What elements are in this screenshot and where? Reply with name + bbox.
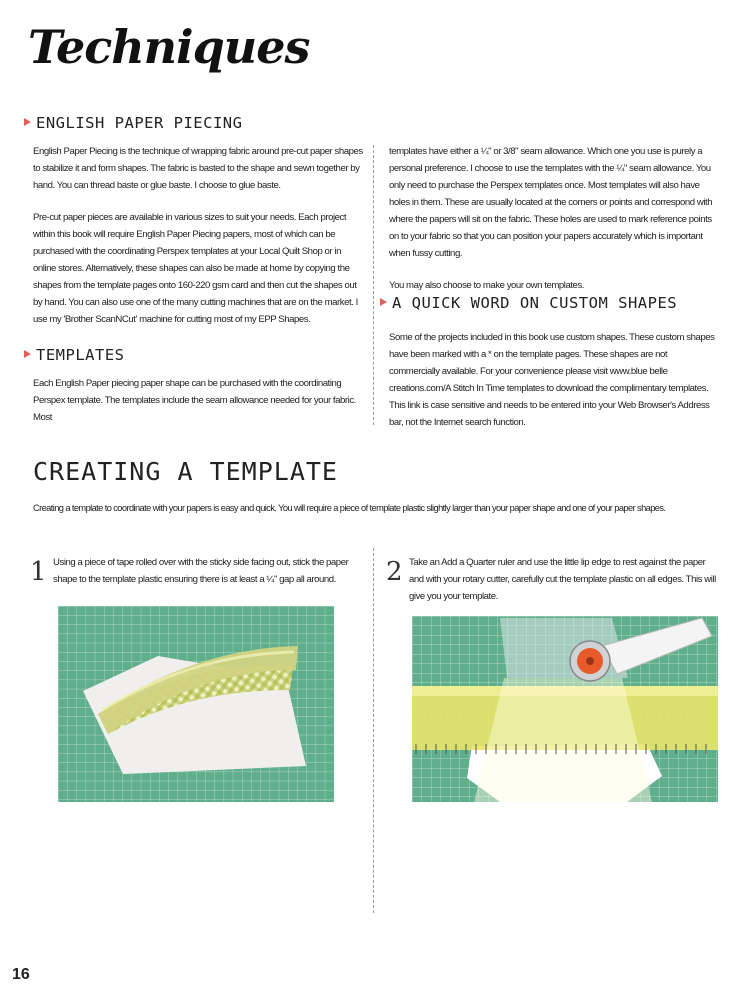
templates-body-right [389, 143, 719, 309]
templates-paragraph-3: You may also choose to make your own templates. [389, 280, 585, 291]
heading-custom-shapes [380, 294, 677, 312]
heading-creating-a-template: CREATING A TEMPLATE [33, 457, 338, 486]
epp-body [33, 143, 363, 343]
templates-paragraph-2: templates have either a ¼" or 3/8" seam allowance. Which one you use is purely a personal preference. I choose to use the templates with the ¼" seam allowance. You only need to purchase the Perspex templates once. Most templates will also have holes in them. These are usually located at the corners or points and correspond with where the papers will sit on the fabric. These holes are used to mark reference points on to your fabric so that you can position your papers accurately which is important when fussy cutting. [389, 146, 713, 259]
templates-paragraph-1: Each English Paper piecing paper shape can be purchased with the coordinating Perspex template. The templates include the seam allowance needed for your fabric. Most [33, 378, 356, 423]
heading-text: A QUICK WORD ON CUSTOM SHAPES [392, 294, 678, 312]
triangle-bullet-icon [24, 118, 31, 126]
triangle-bullet-icon [380, 298, 387, 306]
page-title: Techniques [28, 20, 310, 74]
step-2-number: 2 [386, 557, 403, 587]
step-1-number: 1 [30, 557, 47, 587]
step-2-text: Take an Add a Quarter ruler and use the little lip edge to rest against the paper and with your rotary cutter, carefully cut the template plastic on all edges. This will give you your template. [409, 557, 716, 602]
custom-paragraph: Some of the projects included in this book use custom shapes. These custom shapes have been marked with a * on the template pages. These shapes are not commercially available. For your convenience please visit www.blue belle creations.com/A Stitch In Time templates to download the complimentary templates. This link is case sensitive and needs to be entered into your Web Browser's Address bar, not the Internet search function. [389, 332, 715, 428]
heading-text: ENGLISH PAPER PIECING [36, 114, 243, 132]
column-divider [373, 145, 374, 425]
creating-intro: Creating a template to coordinate with your papers is easy and quick. You will require a piece of template plastic slightly larger than your paper shape and one of your paper shapes. [33, 503, 666, 513]
triangle-bullet-icon [24, 350, 31, 358]
step-1-text: Using a piece of tape rolled over with the sticky side facing out, stick the paper shape to the template plastic ensuring there is at least a ¼" gap all around. [53, 557, 349, 585]
epp-paragraph-1: English Paper Piecing is the technique of wrapping fabric around pre-cut paper shapes to stabilize it and form shapes. The fabric is basted to the shape and sewn together by hand. You can thread baste or glue baste. I choose to glue baste. [33, 146, 363, 191]
column-divider-lower [373, 548, 374, 913]
step-2-illustration [412, 616, 718, 802]
heading-english-paper-piecing [24, 114, 242, 132]
templates-body-left [33, 375, 363, 441]
epp-paragraph-2: Pre-cut paper pieces are available in various sizes to suit your needs. Each project within this book will require English Paper Piecing papers, most of which can be purchased with the coordinating Perspex templates at your Local Quilt Shop or in online stores. Alternatively, these shapes can also be made at home by copying the shapes from the template pages onto 160-220 gsm card and then cut the shapes out by hand. You can also use one of the many cutting machines that are on the market. I use my 'Brother ScanNCut' machine for cutting most of my EPP Shapes. [33, 212, 358, 325]
heading-templates [24, 346, 125, 364]
step-1-illustration [58, 606, 334, 802]
heading-text: TEMPLATES [36, 346, 125, 364]
page-number: 16 [12, 966, 30, 983]
custom-body [389, 329, 719, 446]
